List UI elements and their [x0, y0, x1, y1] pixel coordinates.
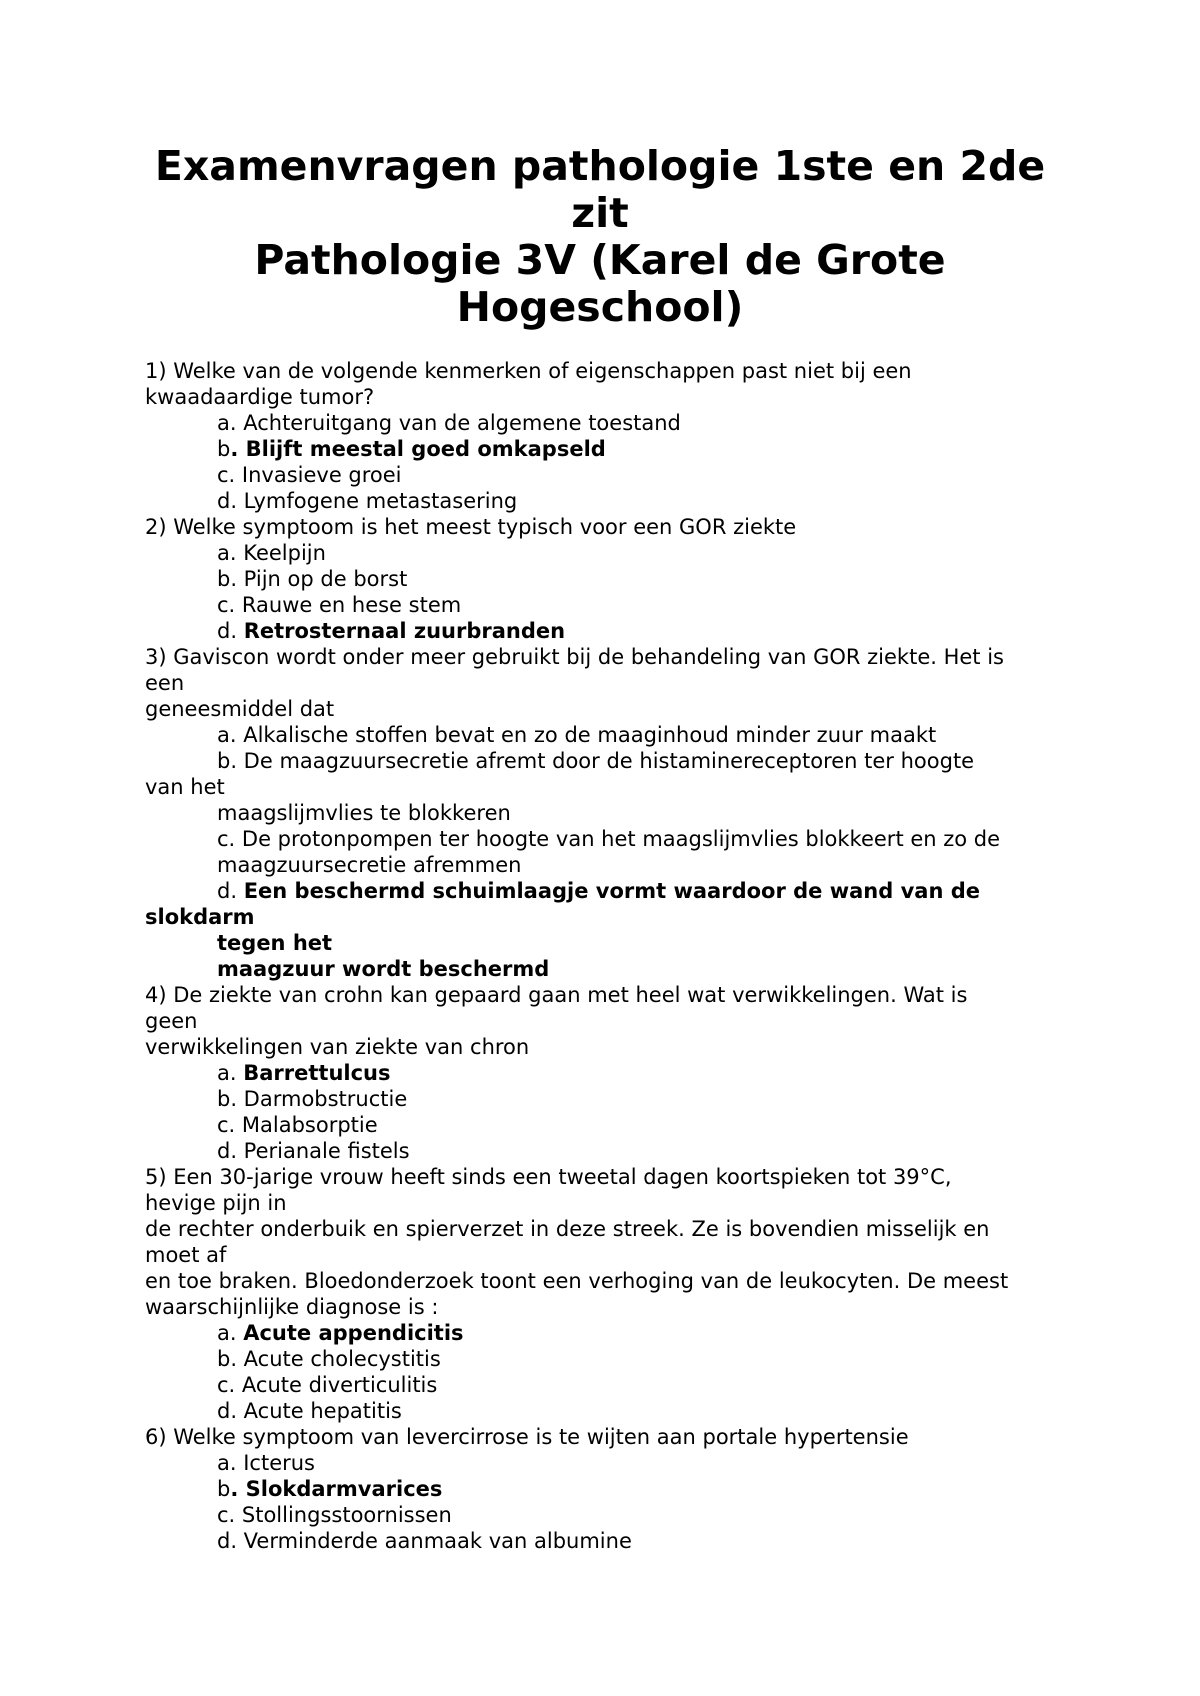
- answer-option: d. Verminderde aanmaak van albumine: [217, 1529, 632, 1553]
- question-text: hevige pijn in: [145, 1191, 287, 1215]
- answer-option: b. De maagzuursecretie afremt door de histaminereceptoren ter hoogte: [217, 749, 975, 773]
- question-2: [145, 514, 1080, 644]
- question-text: geneesmiddel dat: [145, 697, 335, 721]
- answer-option: b. Pijn op de borst: [217, 567, 408, 591]
- title-line: Pathologie 3V (Karel de Grote: [254, 236, 946, 284]
- answer-text-bold: Acute appendicitis: [243, 1321, 464, 1345]
- question-text: 1) Welke van de volgende kenmerken of eigenschappen past niet bij een: [145, 359, 912, 383]
- question-1: [145, 358, 1080, 514]
- answer-text-bold: Een beschermd schuimlaagje vormt waardoor de wand van de: [243, 879, 980, 903]
- answer-option-continued: maagslijmvlies te blokkeren: [217, 801, 511, 825]
- answer-option-correct: [145, 1060, 1080, 1086]
- question-text: geen: [145, 1009, 198, 1033]
- answer-option: d. Acute hepatitis: [217, 1399, 402, 1423]
- question-6: [145, 1424, 1080, 1554]
- answer-letter: d.: [217, 619, 244, 643]
- answer-letter: b: [217, 1477, 231, 1501]
- answer-option-correct: [145, 1320, 1080, 1346]
- answer-option-continued: van het: [145, 775, 225, 799]
- question-text: 5) Een 30-jarige vrouw heeft sinds een tweetal dagen koortspieken tot 39°C,: [145, 1165, 952, 1189]
- question-4: [145, 982, 1080, 1164]
- answer-text-bold: tegen het: [217, 931, 333, 955]
- question-text: 6) Welke symptoom van levercirrose is te wijten aan portale hypertensie: [145, 1425, 909, 1449]
- answer-option: c. Invasieve groei: [217, 463, 402, 487]
- answer-letter: a.: [217, 1061, 244, 1085]
- answer-text-bold: . Blijft meestal goed omkapseld: [230, 437, 606, 461]
- answer-letter: b: [217, 437, 231, 461]
- question-text: een: [145, 671, 185, 695]
- answer-option: c. De protonpompen ter hoogte van het maagslijmvlies blokkeert en zo de: [217, 827, 1001, 851]
- answer-option-correct: [145, 618, 1080, 644]
- title-line: Examenvragen pathologie 1ste en 2de: [154, 142, 1046, 190]
- answer-option: c. Malabsorptie: [217, 1113, 378, 1137]
- answer-option: c. Acute diverticulitis: [217, 1373, 438, 1397]
- question-text: moet af: [145, 1243, 227, 1267]
- answer-option: a. Keelpijn: [217, 541, 326, 565]
- answer-option: a. Icterus: [217, 1451, 315, 1475]
- answer-option-correct: [145, 436, 1080, 462]
- document-title: [0, 143, 1200, 331]
- title-line: zit: [571, 189, 629, 237]
- answer-letter: d.: [217, 879, 244, 903]
- answer-option: d. Perianale fistels: [217, 1139, 410, 1163]
- answer-option: d. Lymfogene metastasering: [217, 489, 518, 513]
- answer-option: b. Acute cholecystitis: [217, 1347, 441, 1371]
- question-text: 4) De ziekte van crohn kan gepaard gaan met heel wat verwikkelingen. Wat is: [145, 983, 968, 1007]
- answer-option-correct: [145, 878, 1080, 904]
- question-5: [145, 1164, 1080, 1424]
- question-text: kwaadaardige tumor?: [145, 385, 375, 409]
- answer-option-continued: maagzuursecretie afremmen: [217, 853, 522, 877]
- question-text: waarschijnlijke diagnose is :: [145, 1295, 439, 1319]
- question-text: en toe braken. Bloedonderzoek toont een verhoging van de leukocyten. De meest: [145, 1269, 1009, 1293]
- title-line: Hogeschool): [456, 283, 744, 331]
- question-text: de rechter onderbuik en spierverzet in deze streek. Ze is bovendien misselijk en: [145, 1217, 990, 1241]
- question-text: 3) Gaviscon wordt onder meer gebruikt bij de behandeling van GOR ziekte. Het is: [145, 645, 1004, 669]
- answer-option: a. Achteruitgang van de algemene toestand: [217, 411, 681, 435]
- question-text: 2) Welke symptoom is het meest typisch voor een GOR ziekte: [145, 515, 797, 539]
- answer-text-bold: slokdarm: [145, 905, 255, 929]
- answer-option: b. Darmobstructie: [217, 1087, 408, 1111]
- question-3: [145, 644, 1080, 982]
- answer-option: c. Rauwe en hese stem: [217, 593, 462, 617]
- answer-letter: a.: [217, 1321, 244, 1345]
- answer-option: c. Stollingsstoornissen: [217, 1503, 452, 1527]
- answer-option-correct: [145, 1476, 1080, 1502]
- answer-text-bold: Barrettulcus: [243, 1061, 391, 1085]
- question-text: verwikkelingen van ziekte van chron: [145, 1035, 530, 1059]
- answer-text-bold: Retrosternaal zuurbranden: [243, 619, 566, 643]
- question-list: [145, 358, 1080, 1554]
- answer-option: a. Alkalische stoffen bevat en zo de maaginhoud minder zuur maakt: [217, 723, 937, 747]
- answer-text-bold: . Slokdarmvarices: [230, 1477, 443, 1501]
- answer-text-bold: maagzuur wordt beschermd: [217, 957, 550, 981]
